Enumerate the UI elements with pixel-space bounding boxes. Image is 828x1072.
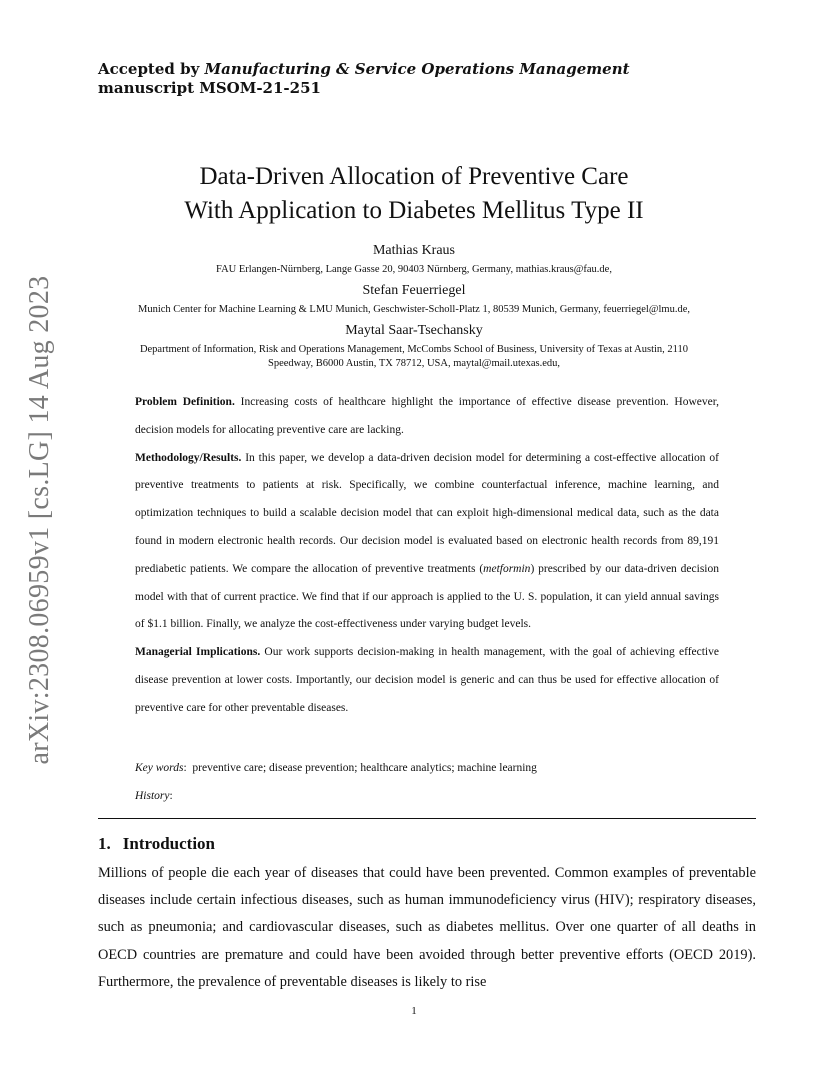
author-name: Maytal Saar-Tsechansky: [345, 323, 483, 338]
history: History:: [135, 790, 173, 802]
paper-title: [0, 160, 828, 228]
acceptance-line: [98, 60, 630, 79]
methodology-heading: Methodology/Results.: [135, 451, 242, 464]
author-affiliation: Munich Center for Machine Learning & LMU Munich, Geschwister-Scholl-Platz 1, 80539 Munich, Germany, feuerriegel@lmu.de,: [137, 304, 690, 315]
keywords: Key words: preventive care; disease prevention; healthcare analytics; machine learning: [135, 762, 537, 774]
author-name: Stefan Feuerriegel: [362, 283, 466, 298]
methodology-text-end: ) prescribed by our data-driven decision model with that of current practice. We find that if our approach is applied to the U. S. population, it can yield annual savings of $1.1 billion. Finally, we analyze the cost-effectiveness under varying budget levels.: [135, 562, 719, 631]
title-line: Data-Driven Allocation of Preventive Care: [199, 163, 629, 190]
section-heading: [98, 834, 215, 854]
section-title: Introduction: [122, 834, 216, 853]
author-name: Mathias Kraus: [372, 243, 456, 258]
problem-heading: Problem Definition.: [135, 396, 235, 408]
managerial-heading: Managerial Implications.: [135, 646, 261, 659]
accepted-prefix: Accepted by: [98, 60, 205, 78]
abstract: [135, 389, 719, 723]
arxiv-identifier: arXiv:2308.06959v1 [cs.LG] 14 Aug 2023: [24, 275, 55, 765]
author-affiliation: FAU Erlangen-Nürnberg, Lange Gasse 20, 90403 Nürnberg, Germany, mathias.kraus@fau.de,: [216, 264, 612, 275]
abstract-problem: [135, 389, 719, 445]
title-line: With Application to Diabetes Mellitus Type II: [184, 197, 644, 224]
abstract-methodology: [135, 445, 719, 640]
introduction-body: [98, 860, 756, 996]
acceptance-header: [98, 60, 630, 98]
introduction-paragraph: Millions of people die each year of diseases that could have been prevented. Common examples of preventable diseases include certain infectious diseases, such as human immunodeficiency virus (HIV); respiratory diseases, such as pneumonia; and cardiovascular diseases, such as diabetes mellitus. Over one quarter of all deaths in OECD countries are premature and could have been avoided through better preventive efforts (OECD 2019). Furthermore, the prevalence of preventable diseases is likely to rise: [98, 865, 756, 990]
methodology-drug: metformin: [483, 562, 531, 575]
manuscript-id: manuscript MSOM-21-251: [98, 79, 321, 97]
abstract-managerial: [135, 639, 719, 722]
author-affiliation: Speedway, B6000 Austin, TX 78712, USA, maytal@mail.utexas.edu,: [268, 358, 560, 369]
keywords-value: preventive care; disease prevention; healthcare analytics; machine learning: [192, 762, 537, 774]
history-label: History: [135, 790, 170, 802]
author-affiliation: Department of Information, Risk and Operations Management, McCombs School of Business, University of Texas at Austin, 2110: [139, 344, 689, 355]
problem-text: Increasing costs of healthcare highlight the importance of effective disease prevention. However, decision models for allocating preventive care are lacking.: [135, 396, 719, 436]
journal-name: Manufacturing & Service Operations Management: [204, 60, 630, 78]
keywords-label: Key words: [135, 762, 184, 774]
section-number: 1.: [98, 834, 111, 853]
methodology-text: In this paper, we develop a data-driven decision model for determining a cost-effective allocation of preventive treatments to patients at risk. Specifically, we combine counterfactual inference, machine learning, and optimization techniques to build a scalable decision model that can exploit high-dimensional medical data, such as the data found in modern electronic health records. Our decision model is evaluated based on electronic health records from 89,191 prediabetic patients. We compare the allocation of preventive treatments (: [135, 451, 719, 575]
section-divider: [98, 818, 756, 819]
page-number: 1: [411, 1005, 417, 1017]
managerial-text: Our work supports decision-making in health management, with the goal of achieving effective disease prevention at lower costs. Importantly, our decision model is generic and can thus be used for effective allocation of preventive care for other preventable diseases.: [135, 646, 719, 714]
